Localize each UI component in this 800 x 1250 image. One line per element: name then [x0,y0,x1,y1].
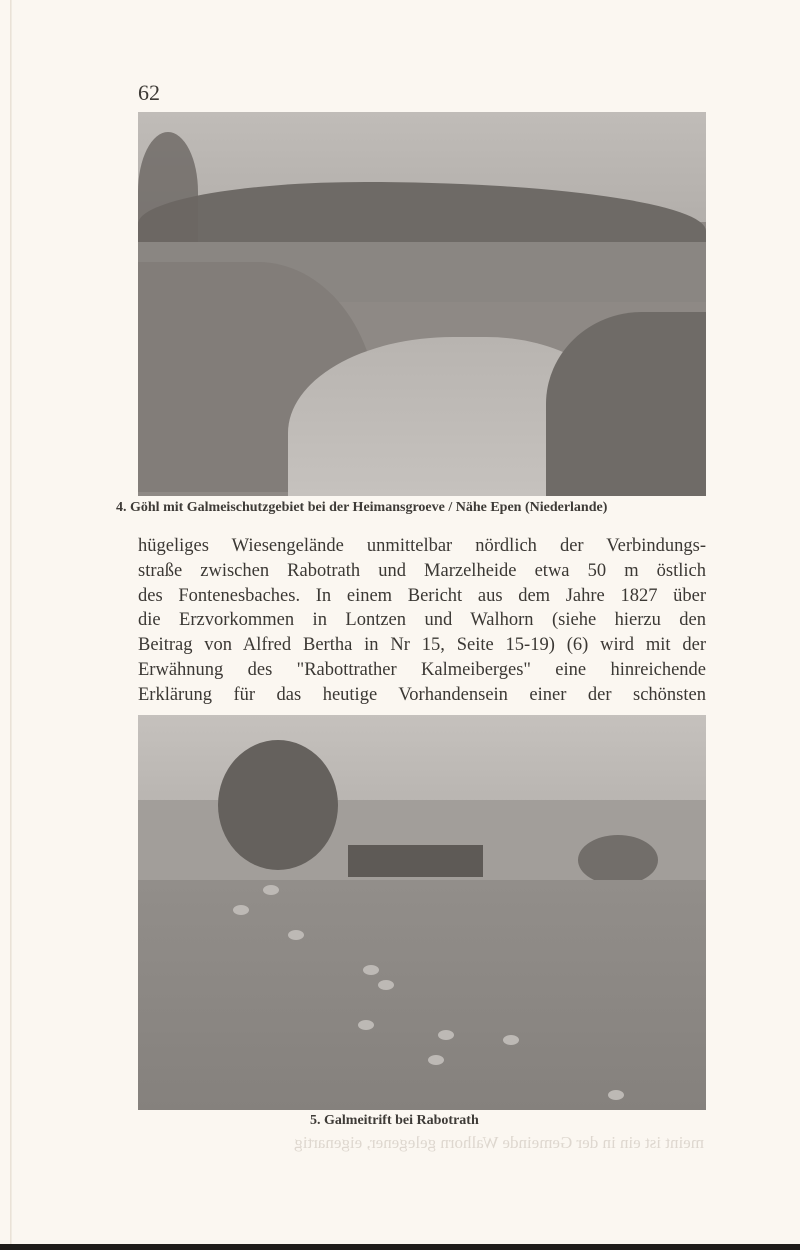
text-line: straße zwischen Rabotrath und Marzelheide etwa 50 m östlich [138,560,706,581]
figure-5-photo [138,715,706,1110]
photo-trees [578,835,658,885]
photo-flower [263,885,279,895]
text-line: des Fontenesbaches. In einem Bericht aus dem Jahre 1827 über [138,585,706,606]
photo-flower [358,1020,374,1030]
text-line: Erwähnung des "Rabottrather Kalmeiberges" eine hinreichende [138,659,706,680]
page-number: 62 [138,80,160,105]
photo-flower [608,1090,624,1100]
photo-tree [138,132,198,252]
figure-5-caption: 5. Galmeitrift bei Rabotrath [310,1113,479,1128]
photo-flower [428,1055,444,1065]
photo-flower [503,1035,519,1045]
bleed-through-text: meint ist ein in der Gemeinde Walhorn gelegener, eigenartig [294,1133,704,1152]
photo-flower [233,905,249,915]
text-line: Beitrag von Alfred Bertha in Nr 15, Seite 15-19) (6) wird mit der [138,635,706,656]
photo-farmhouse-roof [348,845,483,877]
figure-4-caption: 4. Göhl mit Galmeischutzgebiet bei der Heimansgroeve / Nähe Epen (Niederlande) [116,500,608,515]
text-line: die Erzvorkommen in Lontzen und Walhorn (siehe hierzu den [138,610,706,631]
page-bottom-edge [0,1244,800,1250]
text-line: hügeliges Wiesengelände unmittelbar nördlich der Verbindungs- [138,536,706,556]
photo-flower [438,1030,454,1040]
photo-flower [363,965,379,975]
page-edge [10,0,12,1245]
photo-bank-right [546,312,706,496]
photo-flower [378,980,394,990]
photo-meadow [138,880,706,1110]
text-line: Erklärung für das heutige Vorhandensein einer der schönsten [138,684,706,705]
photo-flower [288,930,304,940]
figure-4-photo [138,112,706,496]
photo-tree [218,740,338,870]
body-paragraph [138,534,706,708]
